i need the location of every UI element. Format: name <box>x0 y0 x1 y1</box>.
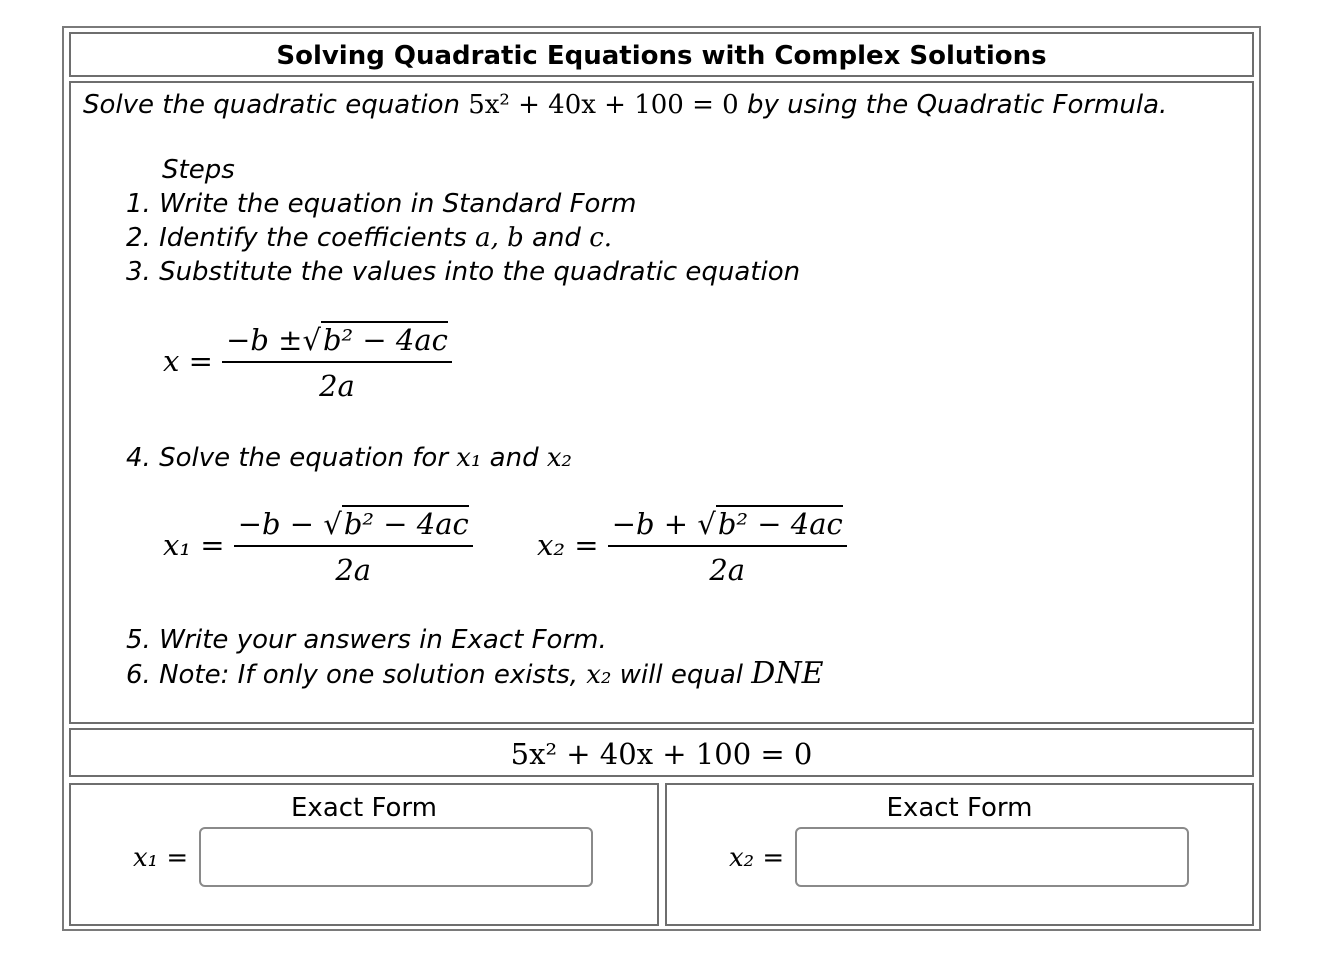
steps-heading: Steps <box>162 155 235 185</box>
x2-lhs: x₂ = <box>537 528 599 562</box>
step-2-and: and <box>532 223 581 253</box>
step-2 <box>126 221 800 255</box>
step-6 <box>126 657 823 692</box>
formula-radicand: b² − 4ac <box>322 323 448 357</box>
exact-form-label-x1: Exact Form <box>291 793 437 823</box>
x2-formula <box>537 507 847 587</box>
step-2-text: 2. Identify the coefficients <box>126 223 467 253</box>
exact-form-label-x2: Exact Form <box>886 793 1033 823</box>
x2-radical-sign: √ <box>697 507 716 541</box>
formula-num-prefix: −b ± <box>226 323 303 357</box>
formula-fraction <box>222 323 452 403</box>
answer-cell-x1 <box>69 783 659 926</box>
equation-text: 5x² + 40x + 100 = 0 <box>510 737 813 771</box>
step-6-mid: will equal <box>619 660 743 690</box>
x2-radicand: b² − 4ac <box>717 507 843 541</box>
x1-answer-label <box>133 843 188 873</box>
quadratic-formula <box>163 323 452 403</box>
x2-denominator: 2a <box>709 553 746 587</box>
page-title: Solving Quadratic Equations with Complex Solutions <box>69 32 1254 77</box>
question-suffix: by using the Quadratic Formula. <box>746 90 1168 120</box>
step-2-vars: a, b <box>475 223 524 253</box>
step-4-x1: x₁ <box>456 443 482 473</box>
radical-sign: √ <box>302 323 321 357</box>
formula-numerator <box>222 323 452 363</box>
final-steps <box>126 623 823 692</box>
step-6-text: 6. Note: If only one solution exists, <box>126 660 579 690</box>
step-1: 1. Write the equation in Standard Form <box>126 189 637 219</box>
x2-answer-input[interactable] <box>795 827 1189 887</box>
step-6-dne: DNE <box>751 656 824 691</box>
question-equation: 5x² + 40x + 100 = 0 <box>468 90 739 120</box>
step-3: 3. Substitute the values into the quadratic equation <box>126 257 801 287</box>
problem-table <box>62 26 1261 931</box>
x1-numerator <box>234 507 473 547</box>
x1-equals: = <box>166 843 189 873</box>
x1-lhs: x₁ = <box>163 528 225 562</box>
x2-var: x₂ <box>729 843 755 873</box>
question-prefix: Solve the quadratic equation <box>83 90 460 120</box>
step-5: 5. Write your answers in Exact Form. <box>126 625 607 655</box>
x1-formula <box>163 507 473 587</box>
equation-display <box>69 728 1254 777</box>
instructions-panel <box>69 81 1254 724</box>
step-4-and: and <box>489 443 539 473</box>
step-4-text: 4. Solve the equation for <box>126 443 449 473</box>
x2-equals: = <box>762 843 785 873</box>
answer-cell-x2 <box>665 783 1254 926</box>
x1-radicand: b² − 4ac <box>343 507 469 541</box>
step-4-row <box>126 441 572 475</box>
x1-fraction <box>234 507 473 587</box>
x2-num-prefix: −b + <box>611 507 689 541</box>
x1-var: x₁ <box>133 843 159 873</box>
step-4-x2: x₂ <box>546 443 572 473</box>
formula-lhs: x = <box>163 344 213 378</box>
x1-num-prefix: −b − <box>237 507 315 541</box>
x1-radical-sign: √ <box>323 507 342 541</box>
x2-answer-label <box>729 843 784 873</box>
x1-answer-input[interactable] <box>199 827 593 887</box>
x1-denominator: 2a <box>335 553 372 587</box>
steps-list <box>126 153 800 289</box>
formula-denominator: 2a <box>319 369 355 403</box>
step-4 <box>126 441 572 475</box>
x2-numerator <box>608 507 847 547</box>
step-2-c: c. <box>589 223 613 253</box>
question-text <box>83 90 1167 120</box>
x2-fraction <box>608 507 847 587</box>
step-6-x2: x₂ <box>586 660 612 690</box>
